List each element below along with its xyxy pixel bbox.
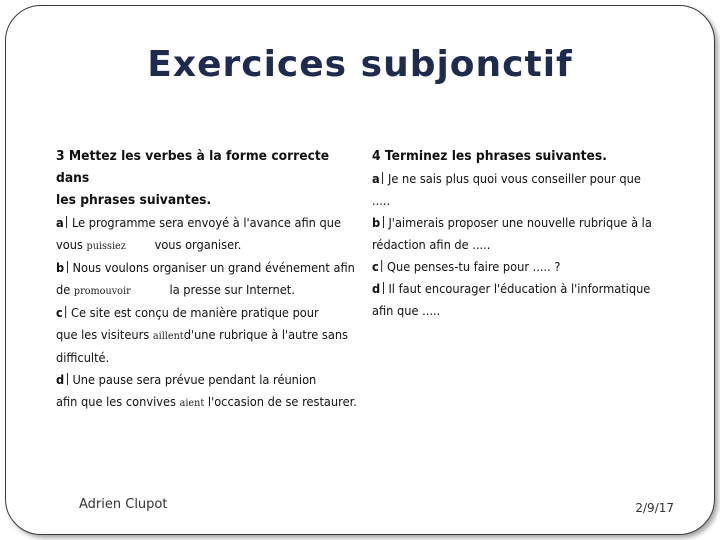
separator-bar <box>66 216 67 228</box>
separator-bar <box>383 216 384 228</box>
item-text: Que penses-tu faire pour ..... ? <box>387 259 561 274</box>
handwritten-answer: aillent <box>152 330 184 342</box>
item-text: rédaction afin de ..... <box>372 237 491 252</box>
slide-title: Exercices subjonctif <box>147 44 573 85</box>
exercise-4-heading: 4 Terminez les phrases suivantes. <box>372 149 607 164</box>
item-text: Le programme sera envoyé à l'avance afin que <box>71 215 342 230</box>
item-text: d'une rubrique à l'autre sans <box>183 327 348 342</box>
exercise-4-item-c <box>372 256 657 278</box>
item-text: la presse sur Internet. <box>169 282 295 297</box>
item-letter: d <box>56 372 65 387</box>
footer-author: Adrien Clupot <box>79 497 168 512</box>
item-text: difficulté. <box>56 350 110 365</box>
item-text: vous organiser. <box>154 237 242 252</box>
scanned-exercise-image <box>52 146 652 409</box>
separator-bar <box>382 172 383 184</box>
item-letter: c <box>372 259 379 274</box>
item-letter: b <box>372 215 381 230</box>
exercise-3 <box>56 146 360 414</box>
footer-date: 2/9/17 <box>635 501 674 515</box>
separator-bar <box>382 260 383 272</box>
exercise-3-heading <box>56 146 360 212</box>
exercise-3-item-d <box>56 369 360 414</box>
item-letter: a <box>56 215 64 230</box>
item-text: vous <box>56 237 83 252</box>
item-letter: b <box>56 260 65 275</box>
item-text: de <box>56 282 71 297</box>
handwritten-answer: puissiez <box>86 240 126 252</box>
handwritten-answer: aient <box>179 397 205 409</box>
item-letter: a <box>372 171 380 186</box>
separator-bar <box>383 282 384 294</box>
item-letter: d <box>372 281 381 296</box>
separator-bar <box>67 261 68 273</box>
item-text: Il faut encourager l'éducation à l'informatique <box>388 281 651 296</box>
handwritten-answer: promouvoir <box>73 285 131 297</box>
item-text: Nous voulons organiser un grand événement afin <box>72 260 355 275</box>
item-text: Je ne sais plus quoi vous conseiller pour que ..... <box>372 171 641 208</box>
item-text: Une pause sera prévue pendant la réunion <box>72 372 317 387</box>
separator-bar <box>66 306 67 318</box>
exercise-3-item-b <box>56 257 360 302</box>
item-text: que les visiteurs <box>56 327 150 342</box>
exercise-4-item-b <box>372 212 657 256</box>
item-text: Ce site est conçu de manière pratique pour <box>71 305 319 320</box>
separator-bar <box>67 373 68 385</box>
exercise-4-item-a <box>372 168 657 212</box>
exercise-4 <box>372 146 657 322</box>
item-text: afin que les convives <box>56 394 176 409</box>
item-text: afin que ..... <box>372 303 441 318</box>
exercise-3-item-c <box>56 302 360 369</box>
exercise-3-heading-line: les phrases suivantes. <box>56 193 212 208</box>
exercise-3-item-a <box>56 212 360 257</box>
item-letter: c <box>56 305 63 320</box>
exercise-4-item-d <box>372 278 657 322</box>
exercise-3-heading-line: 3 Mettez les verbes à la forme correcte dans <box>56 149 330 186</box>
item-text: l'occasion de se restaurer. <box>207 394 357 409</box>
item-text: J'aimerais proposer une nouvelle rubrique à la <box>388 215 652 230</box>
